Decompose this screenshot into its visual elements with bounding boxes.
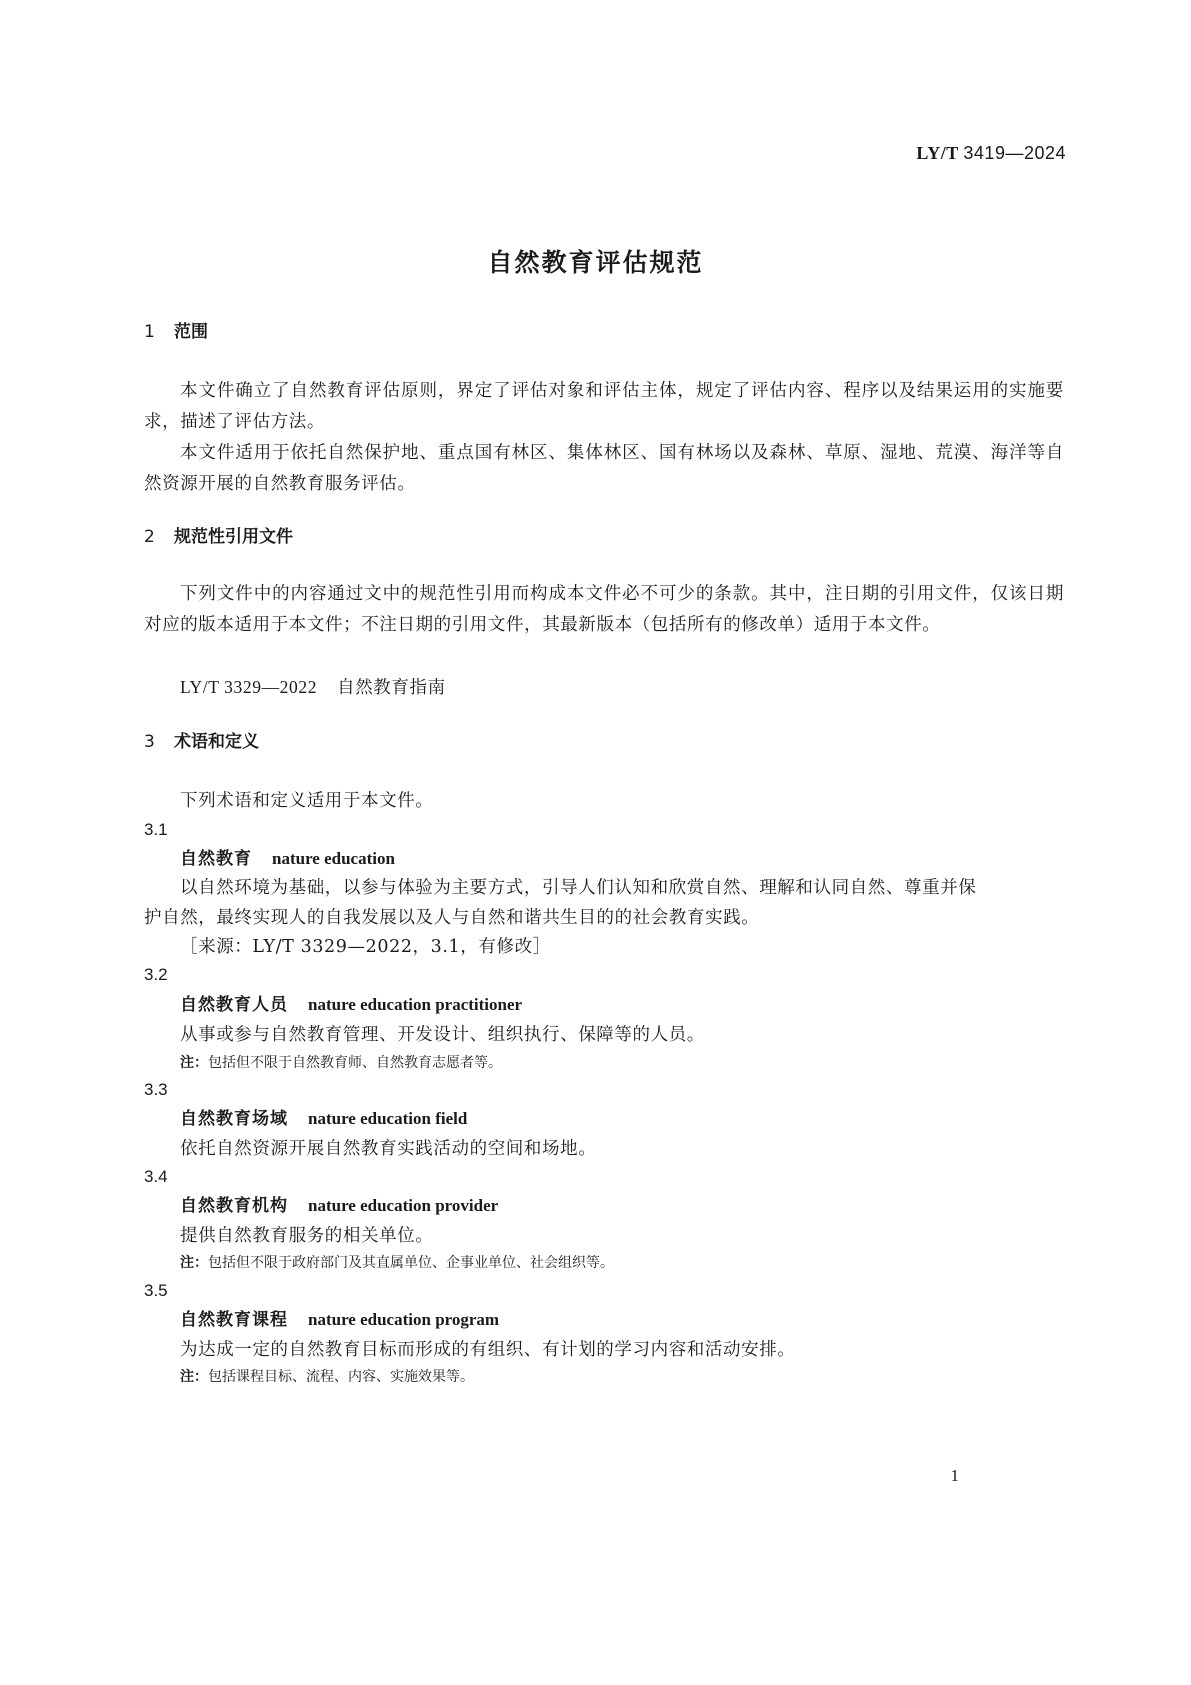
term-zh: 自然教育 [180,849,252,869]
term-en: nature education field [308,1109,468,1128]
reference-entry [180,672,446,704]
section-number: 1 [144,322,155,342]
note-text: 包括但不限于自然教育师、自然教育志愿者等。 [208,1055,502,1071]
reference-title: 自然教育指南 [337,678,446,698]
term-definition: 为达成一定的自然教育目标而形成的有组织、有计划的学习内容和活动安排。 [180,1340,796,1360]
term-heading [180,1106,467,1132]
term-heading [180,846,395,872]
term-heading [180,992,522,1018]
note-text: 包括课程目标、流程、内容、实施效果等。 [208,1369,474,1385]
term-definition: 护自然，最终实现人的自我发展以及人与自然和谐共生目的的社会教育实践。 [144,908,760,928]
section-intro: 下列术语和定义适用于本文件。 [180,791,434,811]
section-heading-terms [144,730,259,754]
term-heading [180,1307,499,1333]
term-note [180,1366,474,1388]
note-text: 包括但不限于政府部门及其直属单位、企事业单位、社会组织等。 [208,1255,614,1271]
section-number: 2 [144,527,155,547]
term-zh: 自然教育人员 [180,995,288,1015]
document-title: 自然教育评估规范 [487,248,704,277]
term-definition: 以自然环境为基础，以参与体验为主要方式，引导人们认知和欣赏自然、理解和认同自然、尊重并保 [180,878,977,898]
term-zh: 自然教育课程 [180,1310,288,1330]
term-en: nature education provider [308,1196,499,1215]
section-title: 术语和定义 [174,732,259,752]
standard-code [916,143,1066,164]
term-note [180,1052,502,1074]
term-zh: 自然教育场域 [180,1109,288,1129]
note-label: 注： [180,1255,208,1271]
term-en: nature education program [308,1310,500,1329]
section-number: 3 [144,732,155,752]
term-definition: 提供自然教育服务的相关单位。 [180,1226,434,1246]
term-heading [180,1193,498,1219]
reference-code: LY/T 3329—2022 [180,677,318,697]
term-source: ［来源：LY/T 3329—2022，3.1，有修改］ [180,937,551,957]
note-label: 注： [180,1055,208,1071]
standard-code-prefix: LY/T [916,143,959,163]
page-number: 1 [950,1466,959,1485]
paragraph: 本文件确立了自然教育评估原则，界定了评估对象和评估主体，规定了评估内容、程序以及结果运用的实施要求，描述了评估方法。 [144,381,1064,432]
paragraph: 下列文件中的内容通过文中的规范性引用而构成本文件必不可少的条款。其中，注日期的引用文件，仅该日期对应的版本适用于本文件；不注日期的引用文件，其最新版本（包括所有的修改单）适用于本文件。 [144,584,1064,635]
section-title: 规范性引用文件 [174,527,293,547]
term-zh: 自然教育机构 [180,1196,288,1216]
term-en: nature education practitioner [308,995,523,1014]
term-en: nature education [272,849,395,868]
term-number: 3.3 [144,1080,168,1099]
term-number: 3.2 [144,965,168,984]
term-note [180,1252,614,1274]
standard-code-number: 3419—2024 [963,143,1066,163]
section-heading-normative-references [144,525,293,549]
section-heading-scope [144,320,208,344]
term-definition: 从事或参与自然教育管理、开发设计、组织执行、保障等的人员。 [180,1025,705,1045]
paragraph: 本文件适用于依托自然保护地、重点国有林区、集体林区、国有林场以及森林、草原、湿地、荒漠、海洋等自然资源开展的自然教育服务评估。 [144,443,1064,494]
term-definition: 依托自然资源开展自然教育实践活动的空间和场地。 [180,1139,597,1159]
term-number: 3.4 [144,1167,168,1186]
section-title: 范围 [174,322,208,342]
note-label: 注： [180,1369,208,1385]
term-number: 3.5 [144,1281,168,1300]
term-number: 3.1 [144,820,168,839]
